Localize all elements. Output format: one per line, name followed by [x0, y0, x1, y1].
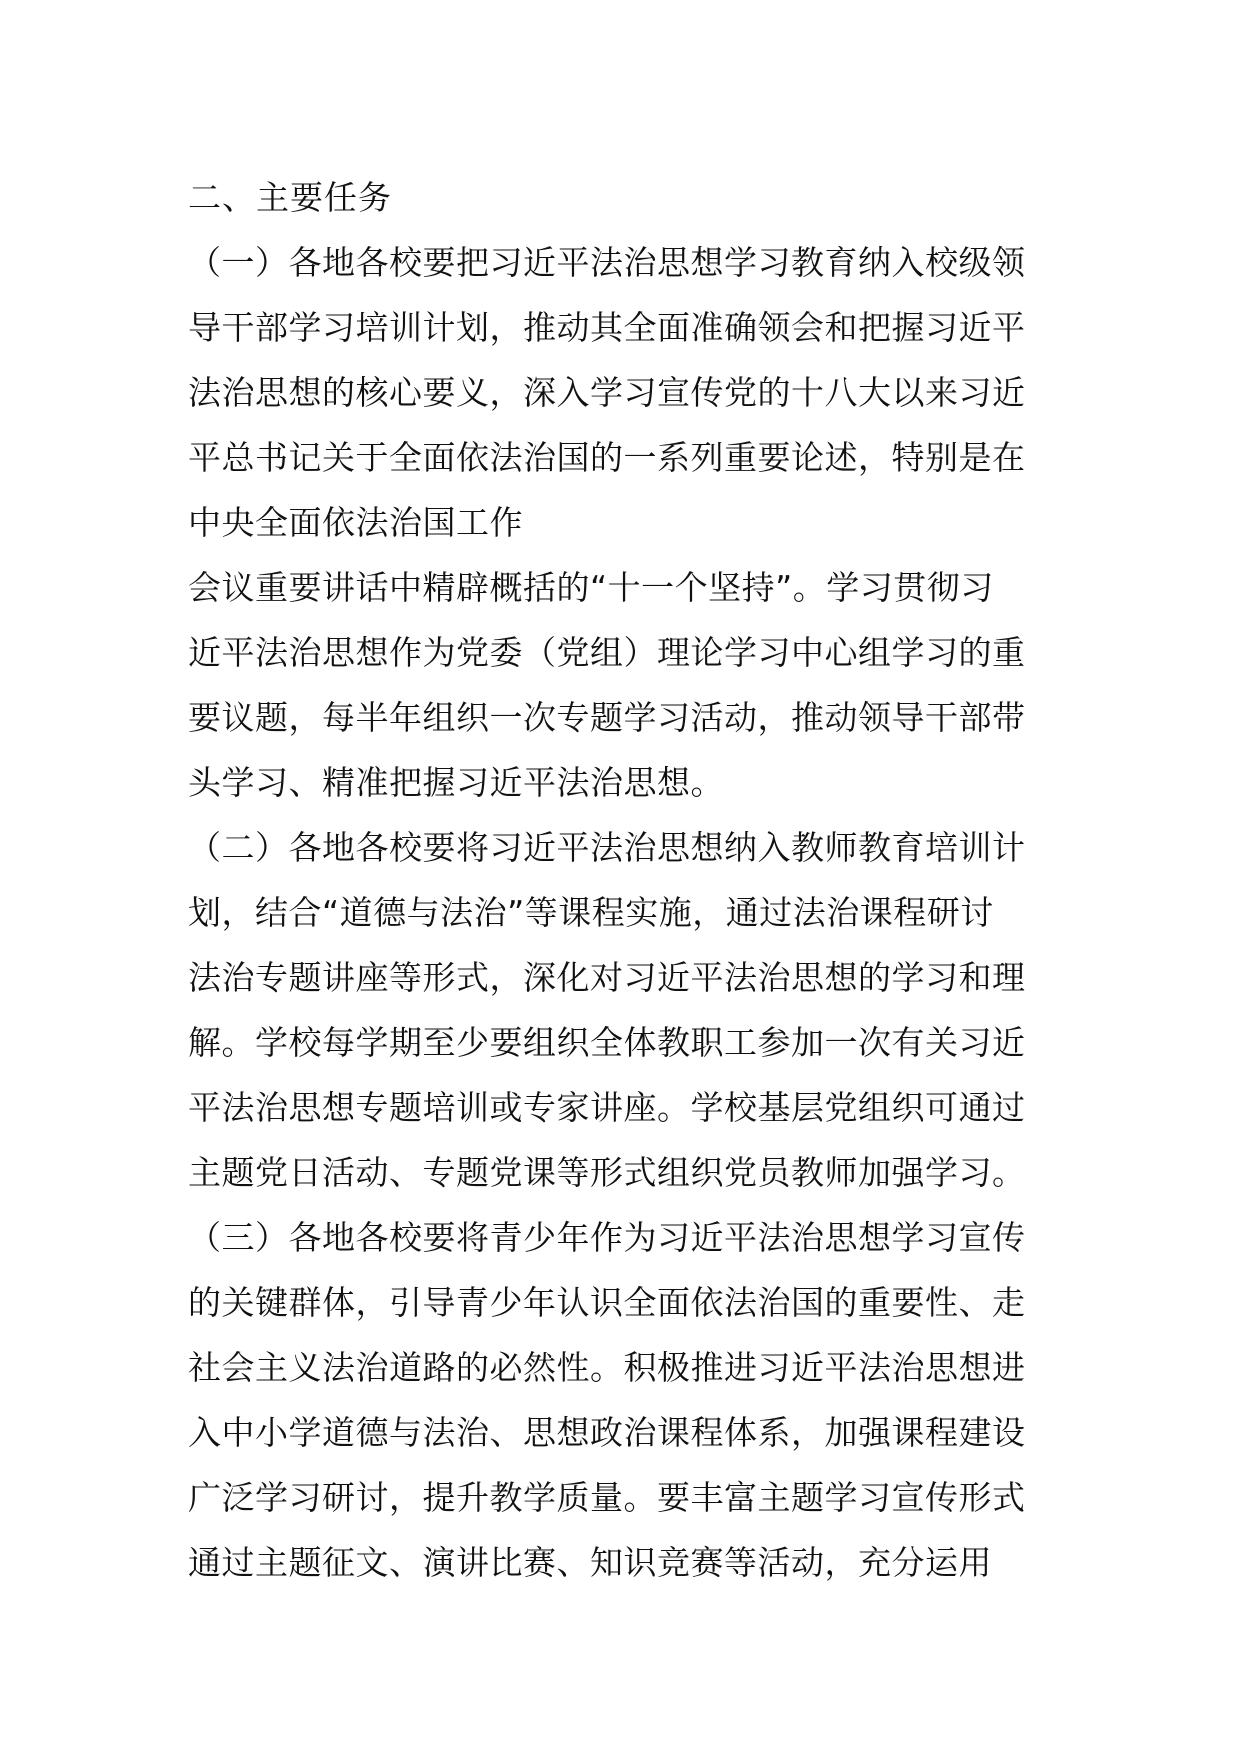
document-body: [188, 165, 1068, 1595]
paragraph-line: 划，结合“道德与法治”等课程实施，通过法治课程研讨: [188, 893, 994, 932]
paragraph-line: 近平法治思想作为党委（党组）理论学习中心组学习的重: [188, 633, 1026, 672]
paragraph-line: 主题党日活动、专题党课等形式组织党员教师加强学习。: [188, 1153, 1026, 1192]
paragraph-line: 中央全面依法治国工作: [188, 503, 523, 542]
paragraph-line: 头学习、精准把握习近平法治思想。: [188, 763, 724, 802]
paragraph-2: [188, 815, 1068, 1205]
paragraph-line: （二）各地各校要将习近平法治思想纳入教师教育培训计: [188, 828, 1026, 867]
paragraph-line: 会议重要讲话中精辟概括的“十一个坚持”。学习贯彻习: [188, 568, 994, 607]
paragraph-line: 的关键群体，引导青少年认识全面依法治国的重要性、走: [188, 1283, 1026, 1322]
paragraph-line: （三）各地各校要将青少年作为习近平法治思想学习宣传: [188, 1218, 1026, 1257]
paragraph-line: 法治专题讲座等形式，深化对习近平法治思想的学习和理: [188, 958, 1026, 997]
paragraph-line: 导干部学习培训计划，推动其全面准确领会和把握习近平: [188, 308, 1026, 347]
paragraph-line: 法治思想的核心要义，深入学习宣传党的十八大以来习近: [188, 373, 1026, 412]
paragraph-line: 平法治思想专题培训或专家讲座。学校基层党组织可通过: [188, 1088, 1026, 1127]
paragraph-line: 要议题，每半年组织一次专题学习活动，推动领导干部带: [188, 698, 1026, 737]
paragraph-line: 通过主题征文、演讲比赛、知识竞赛等活动，充分运用: [188, 1543, 992, 1582]
paragraph-line: 广泛学习研讨，提升教学质量。要丰富主题学习宣传形式: [188, 1478, 1026, 1517]
paragraph-line: 平总书记关于全面依法治国的一系列重要论述，特别是在: [188, 438, 1026, 477]
paragraph-line: 社会主义法治道路的必然性。积极推进习近平法治思想进: [188, 1348, 1026, 1387]
paragraph-line: （一）各地各校要把习近平法治思想学习教育纳入校级领: [188, 243, 1026, 282]
paragraph-line: 入中小学道德与法治、思想政治课程体系，加强课程建设: [188, 1413, 1026, 1452]
paragraph-line: 解。学校每学期至少要组织全体教职工参加一次有关习近: [188, 1023, 1026, 1062]
paragraph-3: [188, 1205, 1068, 1595]
paragraph-1: [188, 230, 1068, 815]
section-heading: 二、主要任务: [188, 178, 392, 217]
